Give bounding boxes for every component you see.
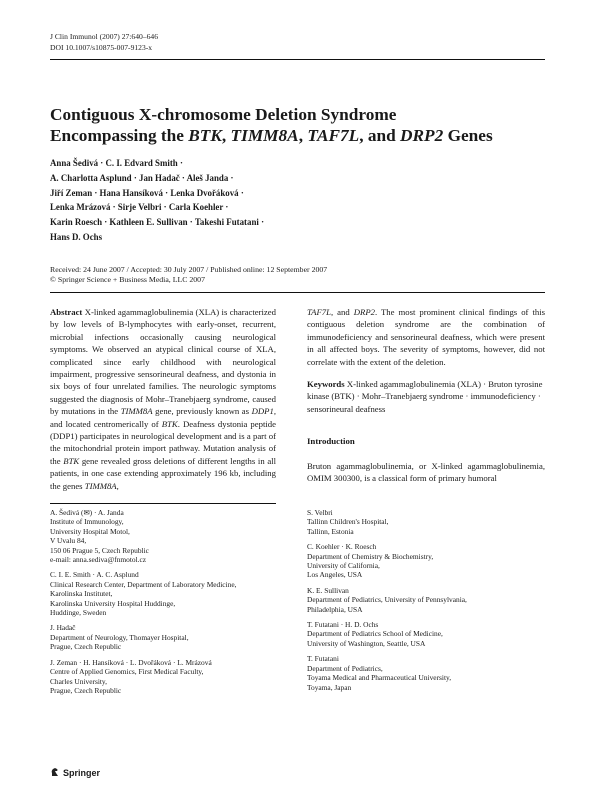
doi: DOI 10.1007/s10875-007-9123-x [50,43,153,52]
affiliation-line: Karolinska Institutet, [50,589,113,599]
affiliation-authors: T. Futatani [307,654,339,664]
affiliation-block [50,623,290,651]
affiliation-authors: T. Futatani · H. D. Ochs [307,620,379,630]
author-line: Lenka Mrázová · Sirje Velbri · Carla Koehler · [50,202,229,213]
received-dates: Received: 24 June 2007 / Accepted: 30 July 2007 / Published online: 12 September 2007 [50,265,328,274]
springer-knight-icon [50,767,60,777]
affiliation-block [307,542,545,580]
keywords: Keywords X-linked agammaglobulinemia (XLA) · Bruton tyrosine kinase (BTK) · Mohr–Tranebjaerg syndrome · immunodeficiency · sensorineural deafness [307,379,543,414]
affiliation-authors: C. Koehler · K. Roesch [307,542,377,552]
affiliation-authors: J. Zeman · H. Hansíková · L. Dvořáková · L. Mrázová [50,657,212,667]
abstract-continued: TAF7L, and DRP2. The most prominent clinical findings of this contiguous deletion syndrome are the combination of immunodeficiency and sensorineural deafness, which were present in all affected boys. The severity of symptoms, however, did not correlate with the extent of the deletion. Keywords X-linked agammaglobulinemia (XLA) · Bruton tyrosine kinase (BTK) · Mohr–Tranebjaerg syndrome · immunodeficiency · sensorineural deafness Introduction Bruton agammaglobulinemia, or X-linked agammaglobulinemia, OMIM 300300, is a classical form of primary humoral [307,307,545,484]
affiliation-authors: A. Šedivá (✉) · A. Janda [50,508,124,517]
header-rule [50,59,545,60]
affiliation-block [50,508,290,564]
affiliation-line: Prague, Czech Republic [50,685,122,695]
affiliation-line: University of California, [307,561,380,571]
affiliation-line: Karolinska University Hospital Huddinge, [50,598,176,608]
affiliation-authors: K. E. Sullivan [307,585,349,595]
publisher-name: Springer [63,768,101,778]
springer-logo [50,767,100,778]
affiliation-line: Prague, Czech Republic [50,642,122,652]
affiliation-line: Institute of Immunology, [50,517,124,527]
affiliation-line: V Uvalu 84, [50,536,87,546]
author-list [50,156,350,245]
affiliation-line: 150 06 Prague 5, Czech Republic [50,545,149,555]
affiliation-line: Department of Pediatrics School of Medicine, [307,629,443,639]
affiliation-line: Clinical Research Center, Department of Laboratory Medicine, [50,579,237,589]
author-line: A. Charlotta Asplund · Jan Hadač · Aleš Janda · [50,172,234,183]
introduction-text: Bruton agammaglobulinemia, or X-linked agammaglobulinemia, OMIM 300300, is a classical form of primary humoral [307,460,545,484]
affiliation-block [307,508,545,536]
journal-citation: J Clin Immunol (2007) 27:640–646 [50,32,158,41]
publication-dates [50,265,545,285]
dates-rule [50,292,545,293]
author-line: Karin Roesch · Kathleen E. Sullivan · Takeshi Futatani · [50,217,265,228]
affiliation-line: Tallinn, Estonia [307,526,354,536]
affiliation-line: e-mail: anna.sediva@fnmotol.cz [50,555,147,565]
footnote-rule [50,503,276,504]
abstract: Abstract X-linked agammaglobulinemia (XLA) is characterized by low levels of B-lymphocytes with early-onset, recurrent, microbial infections occasionally causing neurological symptoms. We observed an atypical clinical course of XLA, complicated since early childhood with neurological impairment, progressive sensorineural deafness, and dystonia in six boys of four unrelated families. The neurologic symptoms suggested the diagnosis of Mohr–Tranebjaerg syndrome, caused by mutations in the TIMM8A gene, previously known as DDP1, and located centromerically of BTK. Deafness dystonia peptide (DDP1) participates in neurological development and is a part of the mitochondrial protein import pathway. Mutation analysis of the BTK gene revealed gross deletions of different lengths in all patients, in one case extending approximately 196 kb, including the genes TIMM8A, [50,307,277,491]
author-line: Jiří Zeman · Hana Hansíková · Lenka Dvořáková · [50,187,244,198]
affiliation-line: University Hospital Motol, [50,526,130,536]
copyright: © Springer Science + Business Media, LLC 2007 [50,275,205,285]
affiliation-line: Tallinn Children's Hospital, [307,517,389,527]
affiliation-authors: C. I. E. Smith · A. C. Asplund [50,570,139,580]
affiliation-line: Department of Chemistry & Biochemistry, [307,551,434,561]
affiliation-block [50,570,290,617]
affiliation-line: Los Angeles, USA [307,570,363,580]
affiliation-line: Charles University, [50,676,107,686]
affiliation-line: Department of Pediatrics, [307,663,383,673]
affiliation-line: Centre of Applied Genomics, First Medical Faculty, [50,667,204,677]
affiliation-line: Huddinge, Sweden [50,608,107,618]
affiliation-block [307,620,545,648]
author-line: Hans D. Ochs [50,231,103,242]
affiliation-line: Department of Neurology, Thomayer Hospital, [50,632,189,642]
affiliation-authors: S. Velbri [307,508,333,517]
affiliation-line: Toyama, Japan [307,682,352,692]
affiliation-authors: J. Hadač [50,623,76,633]
abstract-heading: Abstract [50,307,83,317]
article-title: Contiguous X-chromosome Deletion Syndrome Encompassing the BTK, TIMM8A, TAF7L, and DRP2 Genes [50,105,493,145]
affiliation-line: Toyama Medical and Pharmaceutical University, [307,673,452,683]
affiliation-block [307,586,545,614]
affiliation-line: University of Washington, Seattle, USA [307,638,426,648]
keywords-heading: Keywords [307,379,345,390]
affiliation-block [307,654,545,692]
affiliation-block [50,658,290,696]
affiliations-left [50,508,290,701]
introduction-heading: Introduction [307,436,355,447]
affiliation-line: Department of Pediatrics, University of Pennsylvania, [307,595,467,605]
author-line: Anna Šedivá · C. I. Edvard Smith · [50,158,183,168]
affiliation-line: Philadelphia, USA [307,604,363,614]
affiliations-right [307,508,545,698]
